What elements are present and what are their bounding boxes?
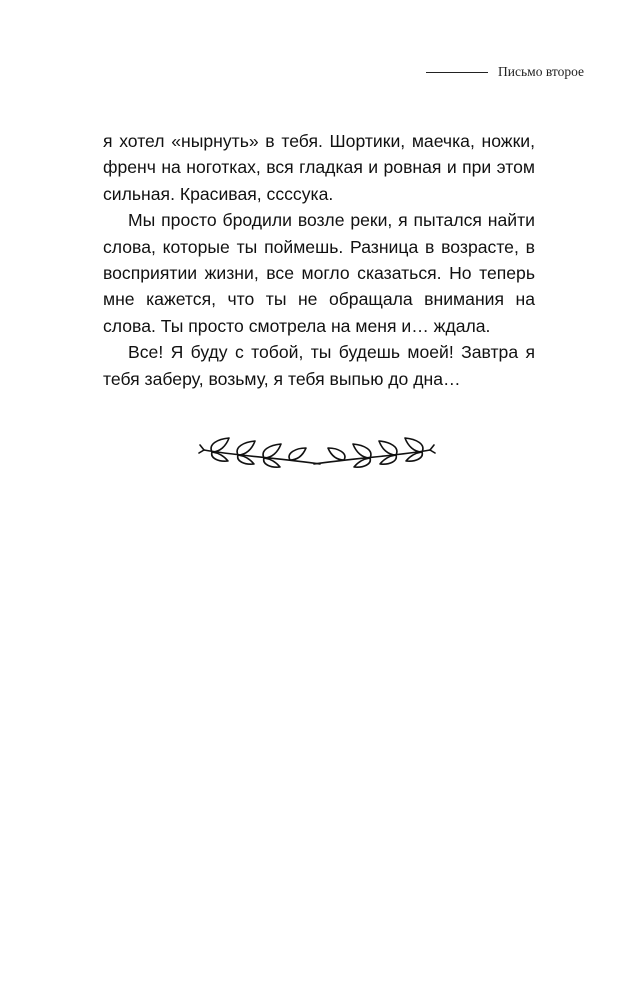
body-text — [103, 128, 535, 392]
paragraph-2: Мы просто бродили возле реки, я пытался найти слова, которые ты поймешь. Разница в возрасте, в восприятии жизни, все могло сказаться. Но теперь мне кажется, что ты не обращала внимания на слова. Ты просто смотрела на меня и… ждала. — [103, 210, 535, 336]
chapter-title: Письмо второе — [498, 64, 584, 79]
laurel-branches-icon — [198, 433, 436, 469]
right-branch — [314, 438, 435, 467]
header-rule — [426, 72, 488, 73]
paragraph-3: Все! Я буду с тобой, ты будешь моей! Завтра я тебя заберу, возьму, я тебя выпью до дна… — [103, 342, 535, 389]
left-branch — [199, 438, 320, 467]
running-header — [426, 64, 584, 80]
paragraph-1: я хотел «нырнуть» в тебя. Шортики, маечка, ножки, френч на ноготках, вся гладкая и ровная и при этом сильная. Красивая, ссссука. — [103, 131, 535, 204]
